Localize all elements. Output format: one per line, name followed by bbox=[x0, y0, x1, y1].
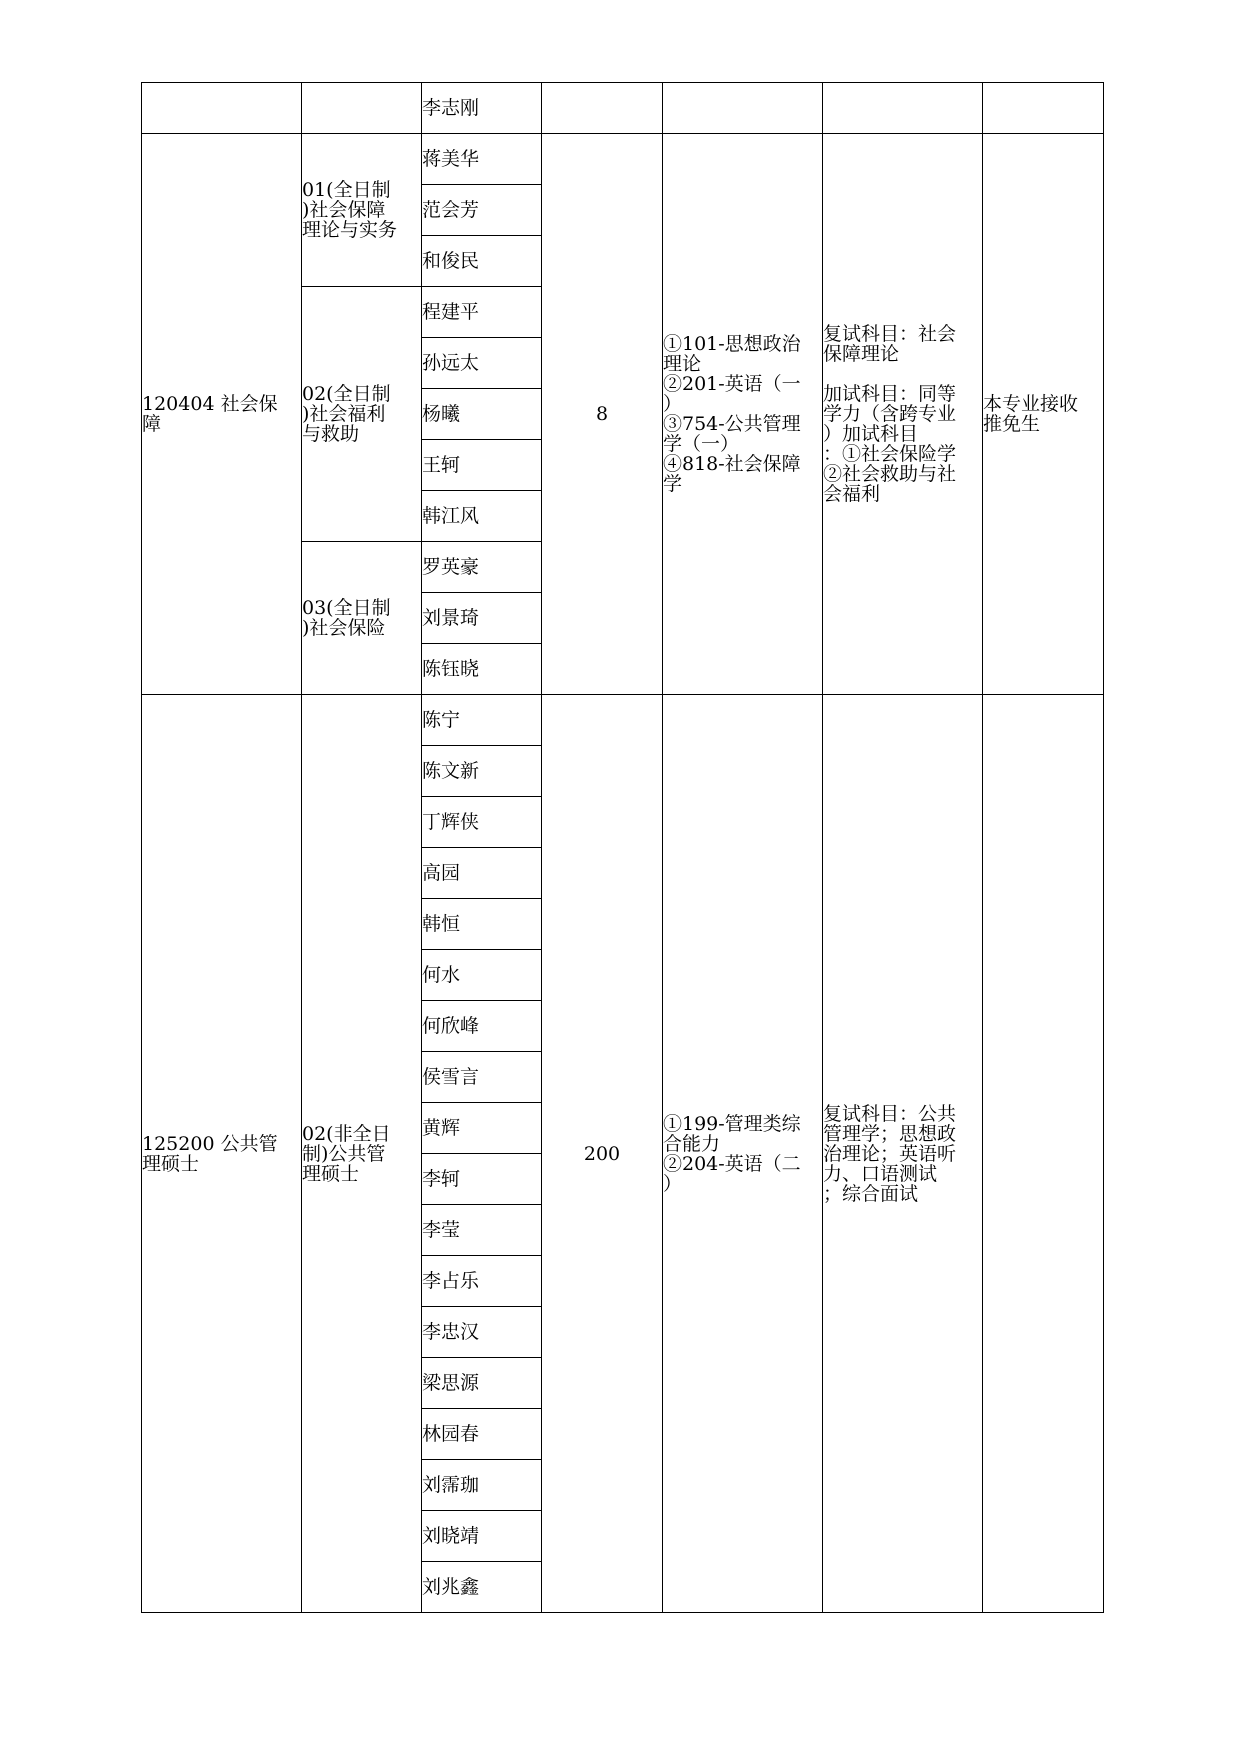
teacher-cell: 刘晓靖 bbox=[422, 1511, 542, 1562]
direction-cell bbox=[302, 134, 422, 287]
major-cell bbox=[142, 83, 302, 134]
teacher-cell: 陈宁 bbox=[422, 695, 542, 746]
teacher-cell: 梁思源 bbox=[422, 1358, 542, 1409]
cell-text-line: ②201-英语（一 bbox=[663, 373, 801, 395]
teacher-cell: 李志刚 bbox=[422, 83, 542, 134]
teacher-cell: 孙远太 bbox=[422, 338, 542, 389]
cell-text-line: 制)公共管 bbox=[302, 1142, 386, 1165]
direction-cell bbox=[302, 542, 422, 695]
cell-text-line: ③754-公共管理 bbox=[663, 413, 801, 435]
cell-text-line: 学 bbox=[663, 473, 683, 495]
cell-text-line: 03(全日制 bbox=[302, 597, 391, 619]
teacher-cell: 李忠汉 bbox=[422, 1307, 542, 1358]
teacher-cell: 陈钰晓 bbox=[422, 644, 542, 695]
teacher-cell: 蒋美华 bbox=[422, 134, 542, 185]
cell-text-line: )社会保障 bbox=[302, 199, 386, 221]
cell-text-line: 会福利 bbox=[823, 483, 881, 505]
cell-text-line: 复试科目：社会 bbox=[823, 323, 957, 345]
cell-text-line: 理论与实务 bbox=[302, 219, 398, 241]
direction-cell bbox=[302, 287, 422, 542]
teacher-cell: 黄辉 bbox=[422, 1103, 542, 1154]
table-row bbox=[142, 134, 1104, 185]
cell-text-line: 复试科目：公共 bbox=[823, 1102, 957, 1125]
table-row bbox=[142, 695, 1104, 746]
exam-subjects-cell bbox=[663, 695, 823, 1613]
major-cell bbox=[142, 134, 302, 695]
direction-cell bbox=[302, 83, 422, 134]
teacher-cell: 罗英豪 bbox=[422, 542, 542, 593]
remarks-cell bbox=[983, 83, 1104, 134]
cell-text-line: )社会保险 bbox=[302, 617, 386, 639]
teacher-cell: 程建平 bbox=[422, 287, 542, 338]
cell-text-line: ②204-英语（二 bbox=[663, 1152, 801, 1175]
direction-cell bbox=[302, 695, 422, 1613]
teacher-cell: 杨曦 bbox=[422, 389, 542, 440]
cell-text-line: 推免生 bbox=[983, 413, 1041, 435]
teacher-cell: 刘霈珈 bbox=[422, 1460, 542, 1511]
cell-text-line: 125200 公共管 bbox=[142, 1132, 278, 1155]
cell-text-line: 合能力 bbox=[663, 1132, 721, 1155]
teacher-cell: 韩江风 bbox=[422, 491, 542, 542]
cell-text-line bbox=[823, 364, 982, 384]
cell-text-line: 障 bbox=[142, 413, 162, 435]
cell-text-line: 保障理论 bbox=[823, 343, 900, 365]
teacher-cell: 丁辉侠 bbox=[422, 797, 542, 848]
retest-cell bbox=[823, 695, 983, 1613]
cell-text-line: 学（一） bbox=[663, 433, 740, 455]
teacher-cell: 李轲 bbox=[422, 1154, 542, 1205]
cell-text-line: 本专业接收 bbox=[983, 393, 1079, 415]
cell-text-line: ） bbox=[663, 1172, 683, 1195]
retest-cell bbox=[823, 83, 983, 134]
teacher-cell: 何水 bbox=[422, 950, 542, 1001]
table-row bbox=[142, 83, 1104, 134]
cell-text-line: 理硕士 bbox=[302, 1162, 360, 1185]
cell-text-line: 学力（含跨专业 bbox=[823, 403, 957, 425]
exam-subjects-cell bbox=[663, 134, 823, 695]
teacher-cell: 王轲 bbox=[422, 440, 542, 491]
remarks-cell bbox=[983, 695, 1104, 1613]
teacher-cell: 侯雪言 bbox=[422, 1052, 542, 1103]
enrollment-cell: 200 bbox=[542, 695, 663, 1613]
cell-text-line: )社会福利 bbox=[302, 403, 386, 425]
teacher-cell: 李莹 bbox=[422, 1205, 542, 1256]
cell-text-line: ）加试科目 bbox=[823, 423, 919, 445]
cell-text-line: 力、口语测试 bbox=[823, 1162, 938, 1185]
teacher-cell: 高园 bbox=[422, 848, 542, 899]
remarks-cell bbox=[983, 134, 1104, 695]
cell-text-line: 与救助 bbox=[302, 423, 360, 445]
enrollment-catalog-table bbox=[141, 82, 1104, 1613]
teacher-cell: 和俊民 bbox=[422, 236, 542, 287]
teacher-cell: 刘景琦 bbox=[422, 593, 542, 644]
cell-text-line: ④818-社会保障 bbox=[663, 453, 801, 475]
cell-text-line: 理论 bbox=[663, 353, 702, 375]
teacher-cell: 何欣峰 bbox=[422, 1001, 542, 1052]
teacher-cell: 林园春 bbox=[422, 1409, 542, 1460]
cell-text-line: 理硕士 bbox=[142, 1152, 200, 1175]
cell-text-line: ①199-管理类综 bbox=[663, 1112, 801, 1135]
teacher-cell: 刘兆鑫 bbox=[422, 1562, 542, 1613]
major-cell bbox=[142, 695, 302, 1613]
enrollment-cell bbox=[542, 83, 663, 134]
cell-text-line: 120404 社会保 bbox=[142, 393, 278, 415]
cell-text-line: ） bbox=[663, 393, 683, 415]
cell-text-line: 02(全日制 bbox=[302, 383, 391, 405]
cell-text-line: 管理学；思想政 bbox=[823, 1122, 957, 1145]
cell-text-line: ①101-思想政治 bbox=[663, 333, 801, 355]
enrollment-cell: 8 bbox=[542, 134, 663, 695]
cell-text-line: 治理论；英语听 bbox=[823, 1142, 957, 1165]
cell-text-line: ②社会救助与社 bbox=[823, 463, 957, 485]
cell-text-line: 02(非全日 bbox=[302, 1122, 391, 1145]
retest-cell bbox=[823, 134, 983, 695]
teacher-cell: 韩恒 bbox=[422, 899, 542, 950]
cell-text-line: 加试科目：同等 bbox=[823, 383, 957, 405]
cell-text-line: 01(全日制 bbox=[302, 179, 391, 201]
cell-text-line: ；综合面试 bbox=[823, 1182, 919, 1205]
exam-subjects-cell bbox=[663, 83, 823, 134]
cell-text-line: ：①社会保险学 bbox=[823, 443, 957, 465]
teacher-cell: 范会芳 bbox=[422, 185, 542, 236]
teacher-cell: 陈文新 bbox=[422, 746, 542, 797]
teacher-cell: 李占乐 bbox=[422, 1256, 542, 1307]
